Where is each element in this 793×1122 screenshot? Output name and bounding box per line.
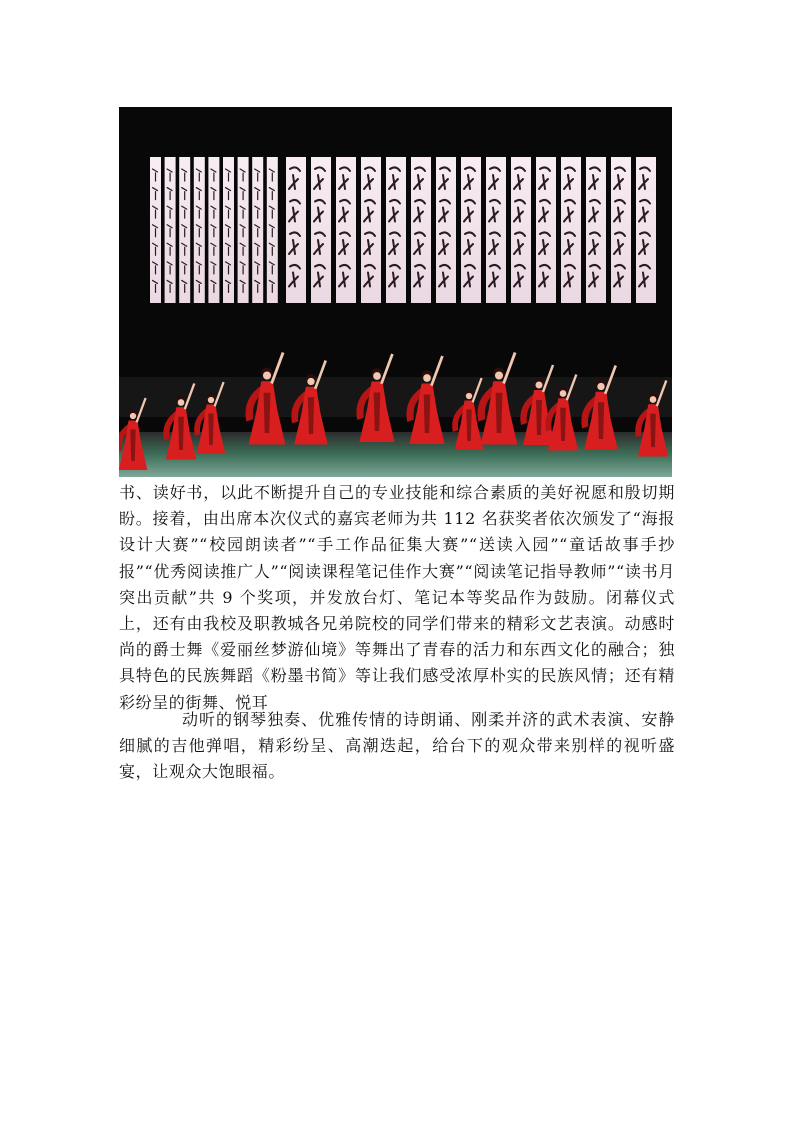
scroll-panel xyxy=(611,157,631,303)
scroll-panel xyxy=(386,157,406,303)
scroll-panel xyxy=(636,157,656,303)
scroll-panel xyxy=(561,157,581,303)
scroll-panel xyxy=(286,157,306,303)
scroll-panel xyxy=(436,157,456,303)
photo-canvas xyxy=(119,107,672,477)
scroll-panel xyxy=(536,157,556,303)
scroll-panel xyxy=(586,157,606,303)
calligraphy-scrolls xyxy=(150,157,656,303)
scroll-panel xyxy=(461,157,481,303)
scroll-panel xyxy=(361,157,381,303)
paragraph-1: 书、读好书，以此不断提升自己的专业技能和综合素质的美好祝愿和殷切期盼。接着，由出席本次仪式的嘉宾老师为共 112 名获奖者依次颁发了“海报设计大赛”“校园朗读者”“手工作品征集大赛”“送读入园”“童话故事手抄报”“优秀阅读推广人”“阅读课程笔记佳作大赛”“阅读笔记指导教师”“读书月突出贡献”共 9 个奖项，并发放台灯、笔记本等奖品作为鼓励。闭幕仪式上，还有由我校及职教城各兄弟院校的同学们带来的精彩文艺表演。动感时尚的爵士舞《爱丽丝梦游仙境》等舞出了青春的活力和东西文化的融合；独具特色的民族舞蹈《粉墨书简》等让我们感受浓厚朴实的民族风情；还有精彩纷呈的街舞、悦耳 xyxy=(119,483,675,712)
paragraph-2: 动听的钢琴独奏、优雅传情的诗朗诵、刚柔并济的武术表演、安静细腻的吉他弹唱，精彩纷呈、高潮迭起，给台下的观众带来别样的视听盛宴，让观众大饱眼福。 xyxy=(119,710,675,782)
scroll-panel xyxy=(311,157,331,303)
stage-performance-photo xyxy=(119,107,672,477)
scroll-panel xyxy=(411,157,431,303)
scroll-panel xyxy=(486,157,506,303)
scroll-panel xyxy=(336,157,356,303)
scroll-panel xyxy=(511,157,531,303)
